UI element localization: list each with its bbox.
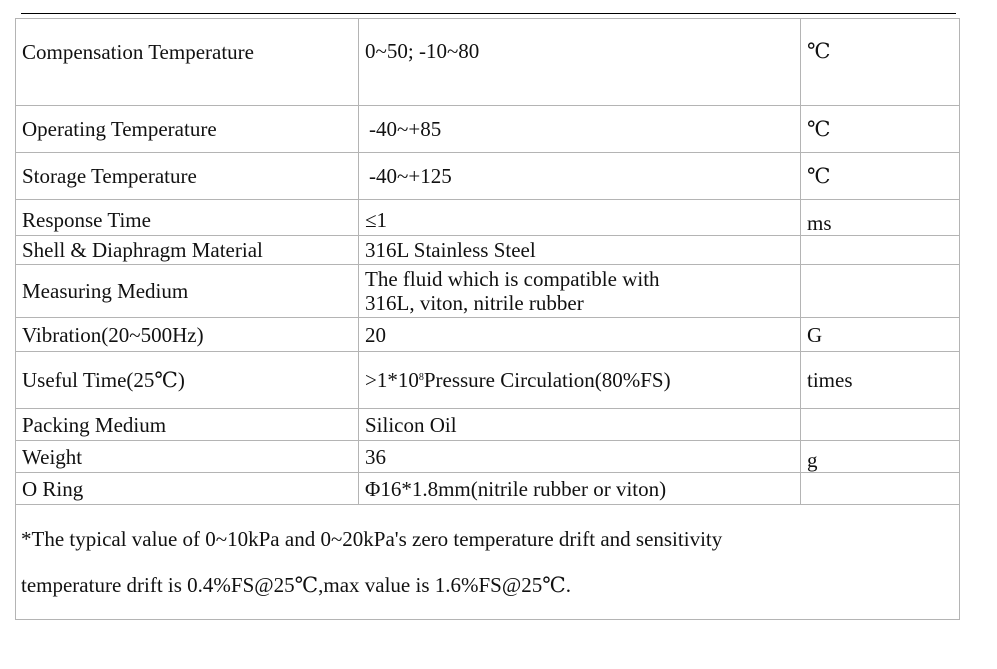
param-unit — [801, 473, 960, 505]
param-value: -40~+85 — [359, 106, 801, 153]
table-row — [16, 236, 960, 265]
table-row — [16, 352, 960, 409]
table-row — [16, 153, 960, 200]
param-name: Weight — [16, 441, 359, 473]
param-name: Compensation Temperature — [16, 19, 359, 106]
footnote-line: temperature drift is 0.4%FS@25℃,max value is 1.6%FS@25℃. — [21, 573, 571, 597]
footnote-line: *The typical value of 0~10kPa and 0~20kPa's zero temperature drift and sensitivity — [21, 527, 723, 551]
param-unit — [801, 236, 960, 265]
table-row — [16, 200, 960, 236]
param-value: -40~+125 — [359, 153, 801, 200]
param-value: 20 — [359, 318, 801, 352]
table-row — [16, 473, 960, 505]
param-unit: ms — [801, 200, 960, 236]
param-unit: g — [801, 441, 960, 473]
param-unit: ℃ — [801, 19, 960, 106]
param-value: 36 — [359, 441, 801, 473]
param-name: Measuring Medium — [16, 265, 359, 318]
table-row — [16, 318, 960, 352]
param-unit: ℃ — [801, 153, 960, 200]
table-row — [16, 106, 960, 153]
param-unit: ℃ — [801, 106, 960, 153]
table-row — [16, 409, 960, 441]
param-value: Φ16*1.8mm(nitrile rubber or viton) — [359, 473, 801, 505]
table-row — [16, 505, 960, 620]
param-unit: G — [801, 318, 960, 352]
param-name: Useful Time(25℃) — [16, 352, 359, 409]
table-row — [16, 265, 960, 318]
param-name: Shell & Diaphragm Material — [16, 236, 359, 265]
param-value-line: 316L, viton, nitrile rubber — [365, 291, 584, 315]
top-rule — [21, 13, 956, 14]
param-unit — [801, 265, 960, 318]
param-name: Response Time — [16, 200, 359, 236]
param-value: 0~50; -10~80 — [359, 19, 801, 106]
footnote — [16, 505, 960, 620]
table-row — [16, 441, 960, 473]
param-name: Packing Medium — [16, 409, 359, 441]
param-unit: times — [801, 352, 960, 409]
param-value — [359, 352, 801, 409]
value-suffix: Pressure Circulation(80%FS) — [423, 368, 671, 392]
param-unit — [801, 409, 960, 441]
param-name: Operating Temperature — [16, 106, 359, 153]
param-name: Storage Temperature — [16, 153, 359, 200]
param-name: Vibration(20~500Hz) — [16, 318, 359, 352]
spec-table — [15, 18, 960, 620]
value-exponent: 8 — [418, 372, 424, 383]
param-value: Silicon Oil — [359, 409, 801, 441]
table-row — [16, 19, 960, 106]
param-value-line: The fluid which is compatible with — [365, 267, 660, 291]
param-name: O Ring — [16, 473, 359, 505]
param-value — [359, 265, 801, 318]
value-prefix: >1*10 — [365, 368, 419, 392]
param-value: ≤1 — [359, 200, 801, 236]
param-value: 316L Stainless Steel — [359, 236, 801, 265]
